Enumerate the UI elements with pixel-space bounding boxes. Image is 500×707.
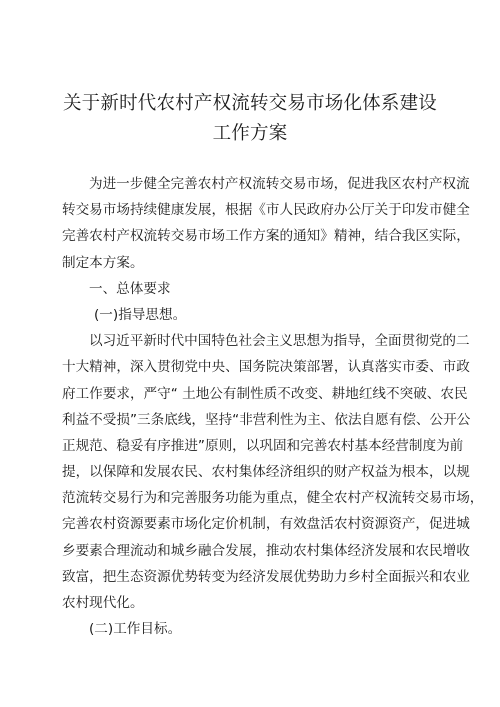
subsection-heading-guiding-ideology: (一)指导思想。 [94,306,187,323]
guiding-line: 府工作要求，严守“ 土地公有制性质不改变、耕地红线不突破、农民 [62,385,468,402]
intro-line: 制定本方案。 [62,254,144,271]
guiding-line: 提，以保障和发展农民、农村集体经济组织的财产权益为根本，以规 [62,464,470,481]
guiding-line: 正规范、稳妥有序推进”原则，以巩固和完善农村基本经营制度为前 [62,437,464,454]
guiding-line: 十大精神，深入贯彻党中央、国务院决策部署，认真落实市委、市政 [62,359,470,376]
guiding-line: 乡要素合理流动和城乡融合发展，推动农村集体经济发展和农民增收 [62,542,470,559]
intro-line: 为进一步健全完善农村产权流转交易市场，促进我区农村产权流 [89,176,470,192]
guiding-line: 范流转交易行为和完善服务功能为重点，健全农村产权流转交易市场， [62,490,484,507]
section-heading-general-requirements: 一、总体要求 [89,280,171,297]
intro-paragraph [62,171,470,276]
guiding-line: 以习近平新时代中国特色社会主义思想为指导，全面贯彻党的二 [89,333,470,350]
subsection-heading-work-goals: (二)工作目标。 [89,621,182,638]
intro-line: 转交易市场持续健康发展，根据《市人民政府办公厅关于印发市健全 [62,202,470,219]
document-title-line-2: 工作方案 [212,123,288,144]
document-body [62,171,484,642]
guiding-line: 农村现代化。 [62,595,144,611]
guiding-line: 致富，把生态资源优势转变为经济发展优势助力乡村全面振兴和农业 [62,568,470,585]
intro-line: 完善农村产权流转交易市场工作方案的通知》精神，结合我区实际， [62,228,470,245]
document-title-line-1: 关于新时代农村产权流转交易市场化体系建设 [62,93,437,114]
guiding-line: 利益不受损”三条底线，坚持“非营利性为主、依法自愿有偿、公开公 [62,411,471,428]
guiding-line: 完善农村资源要素市场化定价机制，有效盘活农村资源资产，促进城 [62,516,470,533]
guiding-ideology-paragraph [62,328,484,616]
